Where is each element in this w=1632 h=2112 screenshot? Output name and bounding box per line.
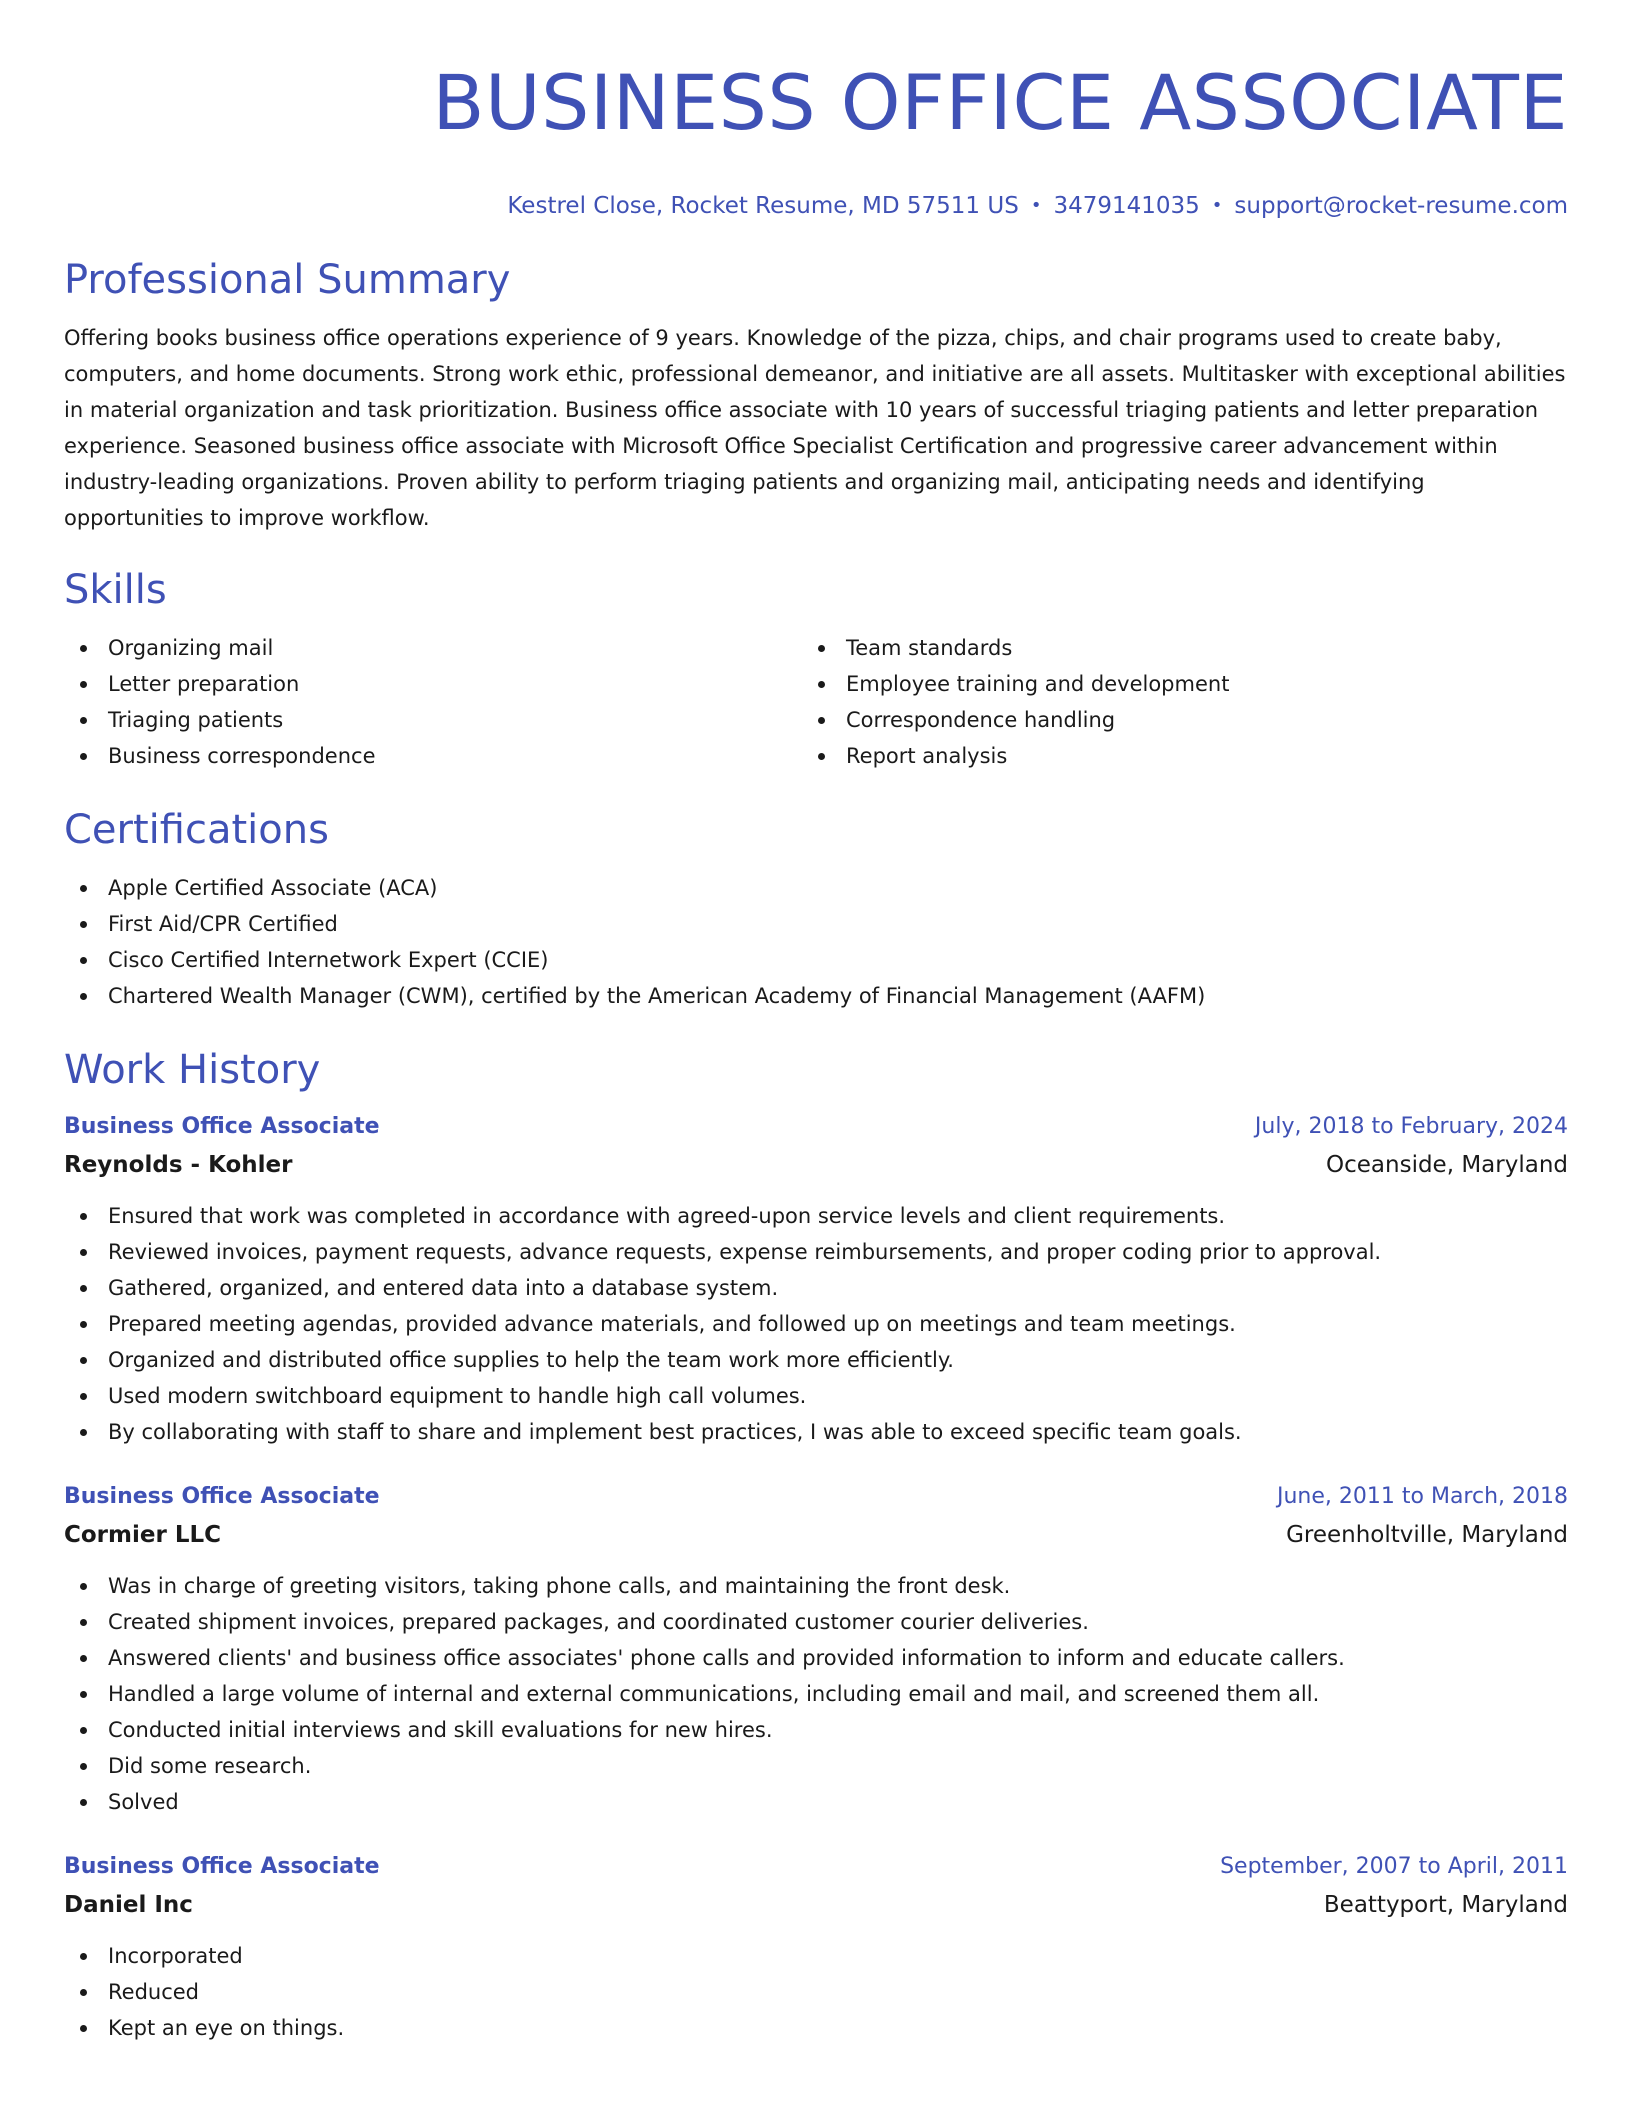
job-company: Daniel Inc	[64, 1892, 193, 1918]
job-title: Business Office Associate	[64, 1854, 380, 1879]
certification-item: First Aid/CPR Certified	[64, 906, 1568, 942]
skill-item: Correspondence handling	[802, 702, 1540, 738]
job-entry	[64, 1848, 1568, 2046]
skill-item: Organizing mail	[64, 630, 802, 666]
job-bullet: Created shipment invoices, prepared packages, and coordinated customer courier deliveries.	[64, 1604, 1568, 1640]
skill-item: Employee training and development	[802, 666, 1540, 702]
job-subheader	[64, 1886, 1568, 1924]
job-bullet: Kept an eye on things.	[64, 2010, 1568, 2046]
skills-column-right	[802, 630, 1540, 774]
job-location: Oceanside, Maryland	[1326, 1152, 1568, 1178]
skill-item: Report analysis	[802, 738, 1540, 774]
job-entry	[64, 1478, 1568, 1820]
job-bullets	[64, 1198, 1568, 1450]
job-subheader	[64, 1516, 1568, 1554]
skills-column-left	[64, 630, 802, 774]
contact-line	[64, 190, 1568, 222]
skill-item: Team standards	[802, 630, 1540, 666]
job-header	[64, 1478, 1568, 1516]
certification-item: Apple Certified Associate (ACA)	[64, 870, 1568, 906]
job-bullet: Answered clients' and business office associates' phone calls and provided information to inform and educate callers.	[64, 1640, 1568, 1676]
job-header	[64, 1108, 1568, 1146]
work-history-heading: Work History	[64, 1047, 321, 1093]
job-bullet: Solved	[64, 1784, 1568, 1820]
job-bullet: Prepared meeting agendas, provided advance materials, and followed up on meetings and team meetings.	[64, 1306, 1568, 1342]
summary-heading: Professional Summary	[64, 257, 511, 303]
job-dates: July, 2018 to February, 2024	[1254, 1114, 1568, 1139]
resume-title: BUSINESS OFFICE ASSOCIATE	[432, 58, 1568, 147]
certifications-heading: Certifications	[64, 807, 329, 853]
contact-separator: •	[1030, 195, 1042, 216]
job-bullets	[64, 1938, 1568, 2046]
job-title: Business Office Associate	[64, 1114, 380, 1139]
job-bullet: Handled a large volume of internal and external communications, including email and mail, and screened them all.	[64, 1676, 1568, 1712]
job-bullet: Conducted initial interviews and skill evaluations for new hires.	[64, 1712, 1568, 1748]
job-bullet: Used modern switchboard equipment to handle high call volumes.	[64, 1378, 1568, 1414]
job-title: Business Office Associate	[64, 1484, 380, 1509]
certification-item: Cisco Certified Internetwork Expert (CCIE)	[64, 942, 1568, 978]
job-bullet: Gathered, organized, and entered data into a database system.	[64, 1270, 1568, 1306]
job-bullets	[64, 1568, 1568, 1820]
job-entry	[64, 1108, 1568, 1450]
contact-phone: 3479141035	[1053, 193, 1200, 219]
job-bullet: Reviewed invoices, payment requests, advance requests, expense reimbursements, and proper coding prior to approval.	[64, 1234, 1568, 1270]
job-header	[64, 1848, 1568, 1886]
contact-address: Kestrel Close, Rocket Resume, MD 57511 US	[507, 193, 1019, 219]
job-location: Beattyport, Maryland	[1323, 1892, 1568, 1918]
job-bullet: Organized and distributed office supplies to help the team work more efficiently.	[64, 1342, 1568, 1378]
contact-email[interactable]: support@rocket-resume.com	[1234, 193, 1568, 219]
skills-list	[64, 630, 1568, 774]
skill-item: Business correspondence	[64, 738, 802, 774]
job-company: Reynolds - Kohler	[64, 1152, 293, 1178]
job-location: Greenholtville, Maryland	[1286, 1522, 1568, 1548]
skill-item: Triaging patients	[64, 702, 802, 738]
certifications-list	[64, 870, 1568, 1014]
job-subheader	[64, 1146, 1568, 1184]
job-dates: June, 2011 to March, 2018	[1277, 1484, 1568, 1509]
certification-item: Chartered Wealth Manager (CWM), certified by the American Academy of Financial Management (AAFM)	[64, 978, 1568, 1014]
skill-item: Letter preparation	[64, 666, 802, 702]
job-company: Cormier LLC	[64, 1522, 222, 1548]
job-bullet: Did some research.	[64, 1748, 1568, 1784]
job-bullet: By collaborating with staff to share and implement best practices, I was able to exceed specific team goals.	[64, 1414, 1568, 1450]
summary-text: Offering books business office operations experience of 9 years. Knowledge of the pizza, chips, and chair programs used to create baby, computers, and home documents. Strong work ethic, professional demeanor, and initiative are all assets. Multitasker with exceptional abilities in material organization and task prioritization. Business office associate with 10 years of successful triaging patients and letter preparation experience. Seasoned business office associate with Microsoft Office Specialist Certification and progressive career advancement within industry-leading organizations. Proven ability to perform triaging patients and organizing mail, anticipating needs and identifying opportunities to improve workflow.	[64, 326, 1566, 530]
job-bullet: Was in charge of greeting visitors, taking phone calls, and maintaining the front desk.	[64, 1568, 1568, 1604]
job-dates: September, 2007 to April, 2011	[1220, 1854, 1568, 1879]
skills-heading: Skills	[64, 567, 167, 613]
contact-separator: •	[1211, 195, 1223, 216]
job-bullet: Ensured that work was completed in accordance with agreed-upon service levels and client requirements.	[64, 1198, 1568, 1234]
job-bullet: Reduced	[64, 1974, 1568, 2010]
job-bullet: Incorporated	[64, 1938, 1568, 1974]
